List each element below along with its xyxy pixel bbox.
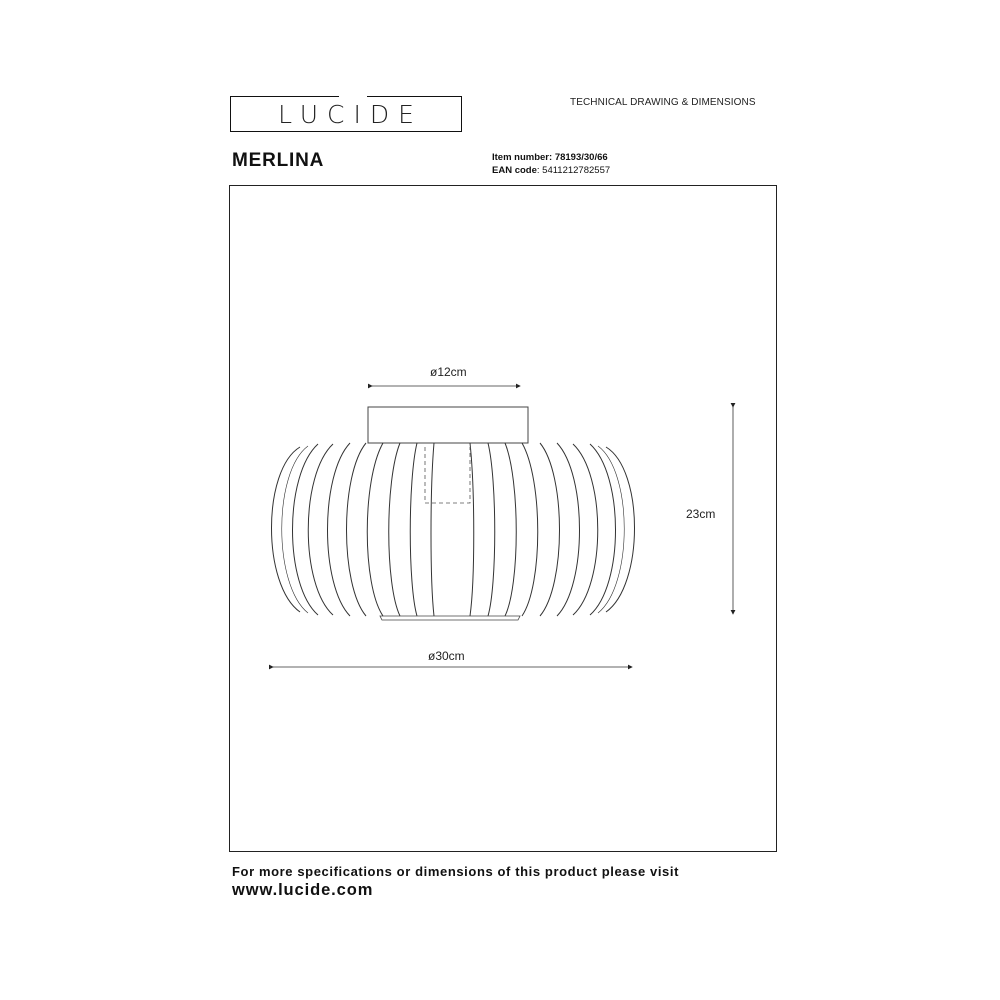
ean-label: EAN code	[492, 165, 537, 176]
document-heading: TECHNICAL DRAWING & DIMENSIONS	[570, 97, 756, 108]
item-number-value: 78193/30/66	[554, 152, 608, 163]
base-diameter-label: ø12cm	[430, 365, 467, 379]
logo-text: LUCIDE	[278, 99, 423, 129]
item-number-label: Item number	[492, 152, 550, 163]
height-label: 23cm	[686, 507, 716, 521]
shade-diameter-label: ø30cm	[428, 649, 465, 663]
footer-note: For more specifications or dimensions of this product please visit	[232, 864, 680, 879]
bottom-ring	[380, 616, 520, 620]
ean-row: EAN code: 5411212782557	[492, 165, 611, 176]
item-number-row: Item number: 78193/30/66	[492, 152, 608, 163]
lamp-shade	[272, 443, 635, 616]
website-link[interactable]: www.lucide.com	[232, 881, 374, 899]
ceiling-base	[368, 407, 528, 443]
product-name: MERLINA	[232, 150, 325, 171]
ean-value: 5411212782557	[542, 165, 611, 176]
